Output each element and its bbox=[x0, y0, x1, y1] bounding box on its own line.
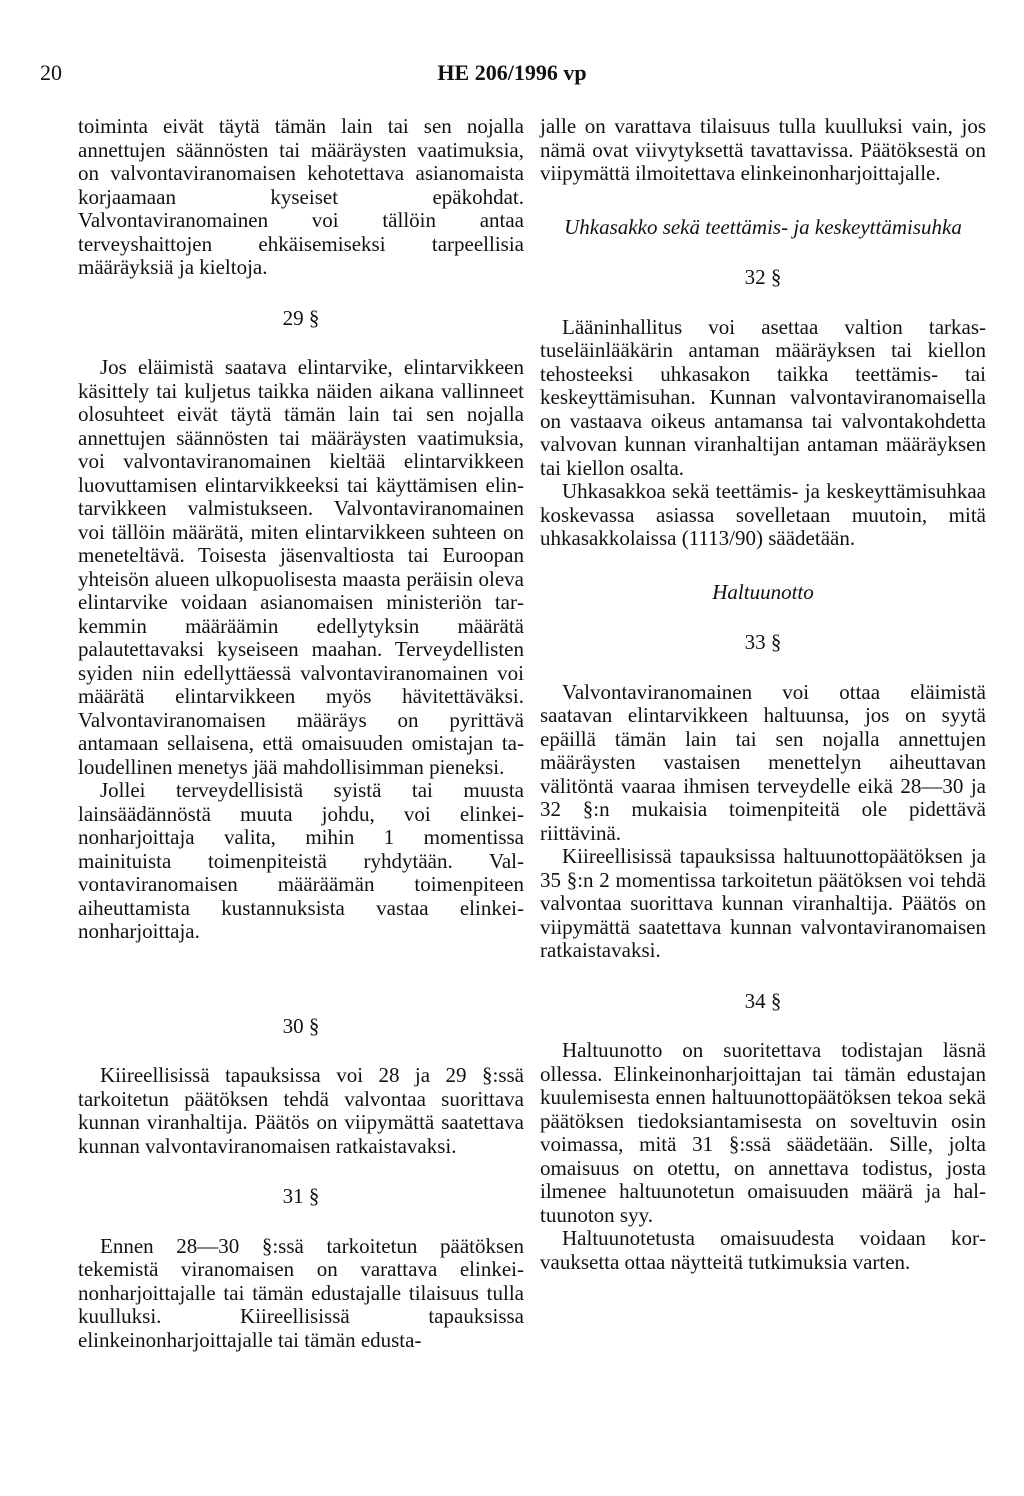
paragraph: Lääninhallitus voi asettaa valtion tarkastuseläinlääkärin antaman määräyksen tai kiellon tehosteeksi uhkasakon taikka teettämis- tai keskeyttämisuhan. Kunnan valvontaviranomaisella on vastaava oikeus antamansa tai valvontakohdetta valvovan kunnan viranhaltijan antaman määräyksen tai kiellon osalta. bbox=[540, 314, 986, 480]
paragraph: Jollei terveydellisistä syistä tai muusta lainsäädännöstä muuta johdu, voi elinkeinonharjoittaja valita, mihin 1 momentissa mainituista toimenpiteistä ryhdytään. Valvontaviranomaisen määräämän toimenpiteen aiheuttamista kustannuksista vastaa elinkeinonharjoittaja. bbox=[78, 778, 524, 943]
paragraph: Haltuunotetusta omaisuudesta voidaan korvauksetta ottaa näytteitä tutkimuksia varten. bbox=[540, 1226, 986, 1274]
paragraph: Valvontaviranomainen voi ottaa eläimistä saatavan elintarvikkeen haltuunsa, jos on syytä epäillä tämän lain tai sen nojalla annettujen määräysten vastaisen menettelyn aiheuttavan välitöntä vaaraa ihmisen terveydelle eikä 28—30 ja 32 §:n mukaisia toimenpiteitä ole pidettävä riittävinä. bbox=[540, 679, 986, 845]
left-column bbox=[78, 115, 524, 1352]
spacer bbox=[78, 944, 524, 988]
section-number: 33 § bbox=[744, 630, 782, 654]
paragraph: toiminta eivät täytä tämän lain tai sen nojalla annettujen säännösten tai määräysten vaatimuksia, on valvontaviranomaisen kehotettava asianomaista korjaamaan kyseiset epäkohdat. Valvontaviranomainen voi tällöin antaa terveyshaittojen ehkäisemiseksi tarpeellisia määräyksiä ja kieltoja. bbox=[78, 114, 524, 279]
paragraph: Haltuunotto on suoritettava todistajan läsnä ollessa. Elinkeinonharjoittajan tai tämän edustajan kuulemisesta ennen haltuunottopäätöksen tekoa sekä päätöksen tiedoksiantamisesta on soveltuvin osin voimassa, mitä 31 §:ssä säädetään. Sille, jolta omaisuus on otettu, on annettava todistus, josta ilmenee haltuunotetun omaisuuden määrä ja haltuunoton syy. bbox=[540, 1038, 986, 1227]
paragraph: Kiireellisissä tapauksissa voi 28 ja 29 §:ssä tarkoitetun päätöksen tehdä valvontaa suorittava kunnan viranhaltija. Päätös on viipymättä saatettava kunnan valvontaviranomaisen ratkaistavaksi. bbox=[78, 1063, 524, 1158]
section-number: 34 § bbox=[744, 988, 782, 1013]
spacer bbox=[540, 551, 986, 581]
section-heading: Haltuunotto bbox=[712, 579, 814, 604]
section-number: 31 § bbox=[282, 1184, 320, 1208]
spacer bbox=[540, 186, 986, 216]
running-head: HE 206/1996 vp bbox=[437, 60, 587, 85]
paragraph: Ennen 28—30 §:ssä tarkoitetun päätöksen tekemistä viranomaisen on varattava elinkeinonharjoittajalle tai tämän edustajalle tilaisuus tulla kuulluksi. Kiireellisissä tapauksissa elinkeinonharjoittajalle tai tämän edusta- bbox=[78, 1233, 524, 1352]
page-number: 20 bbox=[40, 60, 62, 85]
paragraph: Kiireellisissä tapauksissa haltuunottopäätöksen ja 35 §:n 2 momentissa tarkoitetun päätöksen voi tehdä valvontaa suorittava kunnan viranhaltija. Päätös on viipymättä saatettava kunnan valvontaviranomaisen ratkaistavaksi. bbox=[540, 844, 986, 962]
section-heading: Uhkasakko sekä teettämis- ja keskeyttämisuhka bbox=[564, 214, 962, 239]
section-number: 29 § bbox=[282, 305, 320, 330]
section-number: 32 § bbox=[744, 265, 782, 289]
right-column bbox=[540, 115, 986, 1274]
paragraph: Uhkasakkoa sekä teettämis- ja keskeyttämisuhkaa koskevassa asiassa sovelletaan muutoin, mitä uhkasakkolaissa (1113/90) säädetään. bbox=[540, 479, 986, 550]
paragraph: jalle on varattava tilaisuus tulla kuulluksi vain, jos nämä ovat viivytyksettä tavattavissa. Päätöksestä on viipymättä ilmoitettava elinkeinonharjoittajalle. bbox=[540, 114, 986, 185]
paragraph: Jos eläimistä saatava elintarvike, elintarvikkeen käsittely tai kuljetus taikka näiden aikana vallinneet olosuhteet eivät täytä tämän lain tai sen nojalla annettujen säännösten tai määräysten vaatimuksia, voi valvontaviranomainen kieltää elintarvikkeen luovuttamisen elintarvikkeeksi tai käyttämisen elintarvikkeen valmistukseen. Valvontaviranomainen voi tällöin määrätä, miten elintarvikkeen suhteen on meneteltävä. Toisesta jäsenvaltiosta tai Euroopan yhteisön alueen ulkopuolisesta maasta peräisin oleva elintarvike voidaan asianomaisen ministeriön tarkemmin määräämin edellytyksin määrätä palautettavaksi kyseiseen maahan. Terveydellisten syiden niin edellyttäessä valvontaviranomainen voi määrätä elintarvikkeen myös hävitettäväksi. Valvontaviranomaisen määräys on pyrittävä antamaan sellaisena, että omaisuuden omistajan taloudellinen menetys jää mahdollisimman pieneksi. bbox=[78, 355, 524, 779]
section-number: 30 § bbox=[282, 1013, 320, 1038]
